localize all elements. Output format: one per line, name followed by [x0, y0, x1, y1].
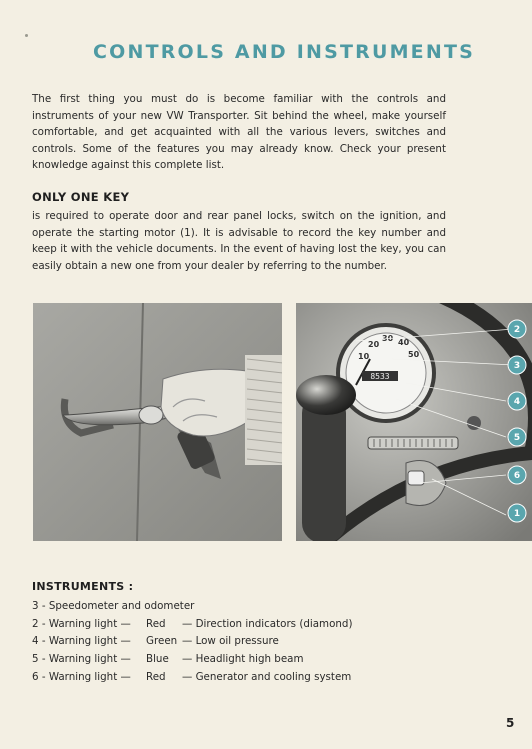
page-title: CONTROLS AND INSTRUMENTS: [92, 41, 476, 63]
speedo-tick-10: 10: [358, 352, 370, 361]
list-item: [32, 598, 452, 616]
list-item: [32, 616, 452, 634]
print-speck: [25, 34, 28, 37]
dashboard-photo: [296, 303, 532, 541]
callout-3: 3: [513, 361, 521, 371]
list-item: [32, 633, 452, 651]
callout-6: 6: [513, 471, 521, 481]
callout-4: 4: [513, 397, 521, 407]
instruments-list: [32, 598, 452, 686]
instrument-color: Red: [146, 670, 166, 683]
instrument-label: 5 - Warning light —: [32, 653, 131, 666]
speedo-tick-50: 50: [408, 350, 420, 359]
key-section-text: is required to operate door and rear panel locks, switch on the ignition, and operate the starting motor (1). It is advisable to record the key number and keep it with the vehicle documents. In the event of having lost the key, you can easily obtain a new one from your dealer by referring to the number.: [32, 210, 446, 272]
instrument-label: 6 - Warning light —: [32, 670, 131, 683]
list-item: [32, 669, 452, 687]
instrument-meaning: — Generator and cooling system: [182, 670, 352, 683]
callout-2: 2: [513, 325, 521, 335]
instrument-label: 2 - Warning light —: [32, 617, 131, 630]
instrument-label: 3 - Speedometer and odometer: [32, 600, 195, 612]
door-handle-key-illustration: [33, 303, 282, 541]
instrument-label: 4 - Warning light —: [32, 635, 131, 648]
callout-1: 1: [513, 509, 521, 519]
speedo-tick-30: 30: [382, 334, 394, 343]
instrument-meaning: — Low oil pressure: [182, 635, 279, 648]
intro-paragraph: The first thing you must do is become familiar with the controls and instruments of your new VW Transporter. Sit behind the wheel, make yourself comfortable, and get acquainted with all the various levers, switches and controls. Some of the features you may already know. Check your present knowledge against this complete list.: [32, 93, 446, 171]
instrument-meaning: — Headlight high beam: [182, 653, 304, 666]
instrument-color: Red: [146, 617, 166, 630]
instruments-heading: INSTRUMENTS :: [32, 580, 134, 593]
odometer-readout: 8533: [370, 372, 390, 381]
key-section-heading: ONLY ONE KEY: [32, 190, 130, 204]
callout-5: 5: [513, 433, 521, 443]
instrument-meaning: — Direction indicators (diamond): [182, 617, 353, 630]
instrument-color: Blue: [146, 653, 169, 666]
door-handle-key-photo: [33, 303, 282, 541]
dashboard-illustration: [296, 303, 532, 541]
page-number: 5: [506, 716, 515, 730]
list-item: [32, 651, 452, 669]
instrument-color: Green: [146, 635, 178, 648]
speedo-tick-40: 40: [398, 338, 410, 347]
speedo-tick-20: 20: [368, 340, 380, 349]
